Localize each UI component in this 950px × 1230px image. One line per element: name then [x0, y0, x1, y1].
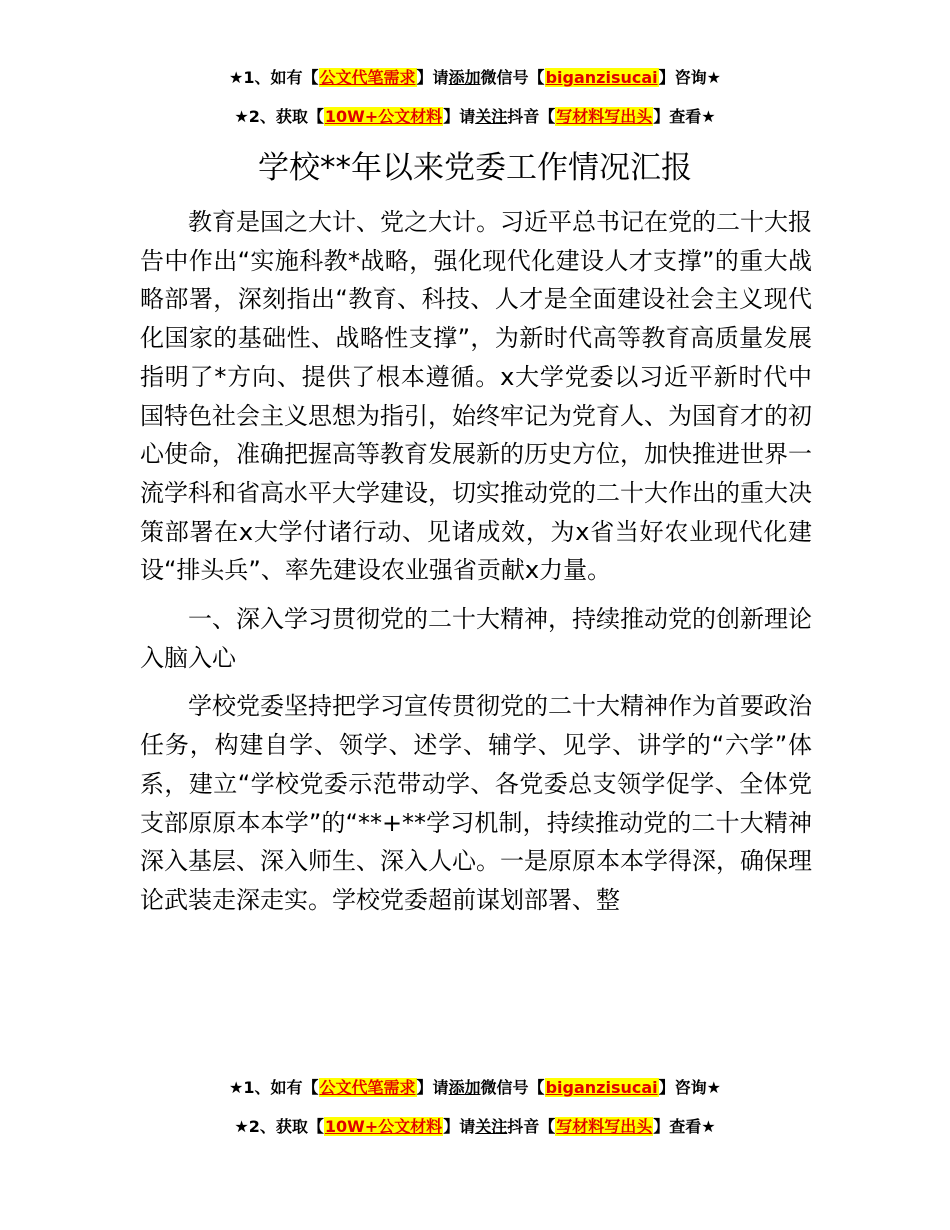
- banner-underlined-text: 添加: [448, 68, 481, 87]
- footer-banner-line-1: [0, 1077, 950, 1099]
- section-heading: 一、深入学习贯彻党的二十大精神，持续推动党的创新理论入脑入心: [140, 605, 812, 672]
- banner-highlight: 公文代笔需求: [319, 68, 416, 87]
- header-banner-line-1: [0, 67, 950, 89]
- banner-text: ★2、获取【: [234, 1117, 324, 1136]
- banner-highlight: 10W+公文材料: [324, 1117, 443, 1136]
- wechat-id-highlight: biganzisucai: [545, 1078, 658, 1097]
- intro-paragraph: 教育是国之大计、党之大计。习近平总书记在党的二十大报告中作出“实施科教*战略，强化现代化建设人才支撑”的重大战略部署，深刻指出“教育、科技、人才是全面建设社会主义现代化国家的基础性、战略性支撑”，为新时代高等教育高质量发展指明了*方向、提供了根本遵循。x大学党委以习近平新时代中国特色社会主义思想为指引，始终牢记为党育人、为国育才的初心使命，准确把握高等教育发展新的历史方位，加快推进世界一流学科和省高水平大学建设，切实推动党的二十大作出的重大决策部署在x大学付诸行动、见诸成效，为x省当好农业现代化建设“排头兵”、率先建设农业强省贡献x力量。: [140, 208, 812, 585]
- footer-banner-line-2: [0, 1116, 950, 1138]
- banner-text: 抖音【: [507, 107, 556, 126]
- banner-text: 】咨询★: [658, 68, 721, 87]
- banner-text: 】请: [443, 1117, 476, 1136]
- banner-underlined-text: 关注: [475, 107, 508, 126]
- banner-text: ★2、获取【: [234, 107, 324, 126]
- document-title: 学校**年以来党委工作情况汇报: [258, 150, 692, 186]
- banner-text: 】咨询★: [658, 1078, 721, 1097]
- banner-text: 微信号【: [480, 68, 545, 87]
- banner-text: 微信号【: [480, 1078, 545, 1097]
- banner-text: 抖音【: [507, 1117, 556, 1136]
- banner-text: 】请: [416, 68, 449, 87]
- body-paragraph: 学校党委坚持把学习宣传贯彻党的二十大精神作为首要政治任务，构建自学、领学、述学、辅学、见学、讲学的“六学”体系，建立“学校党委示范带动学、各党委总支领学促学、全体党支部原原本本学”的“**+**学习机制，持续推动党的二十大精神深入基层、深入师生、深入人心。一是原原本本学得深，确保理论武装走深走实。学校党委超前谋划部署、整: [140, 692, 812, 914]
- header-banner-line-2: [0, 106, 950, 128]
- banner-underlined-text: 关注: [475, 1117, 508, 1136]
- banner-highlight: 公文代笔需求: [319, 1078, 416, 1097]
- banner-text: 】查看★: [653, 107, 716, 126]
- banner-text: 】查看★: [653, 1117, 716, 1136]
- banner-text: 】请: [443, 107, 476, 126]
- banner-underlined-text: 添加: [448, 1078, 481, 1097]
- document-body: [140, 203, 812, 920]
- wechat-id-highlight: biganzisucai: [545, 68, 658, 87]
- douyin-id-highlight: 写材料写出头: [556, 1117, 653, 1136]
- banner-text: ★1、如有【: [229, 68, 319, 87]
- banner-text: ★1、如有【: [229, 1078, 319, 1097]
- douyin-id-highlight: 写材料写出头: [556, 107, 653, 126]
- banner-text: 】请: [416, 1078, 449, 1097]
- banner-highlight: 10W+公文材料: [324, 107, 443, 126]
